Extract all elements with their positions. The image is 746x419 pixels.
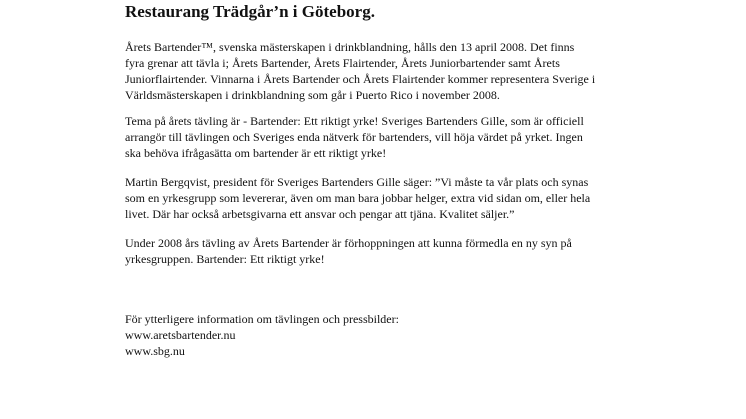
text-line: Juniorflairtender. Vinnarna i Årets Bartender och Årets Flairtender kommer representera Sverige i [125,72,596,86]
paragraph-competition-info [125,39,685,103]
text-line: livet. Där har också arbetsgivarna ett ansvar och pengar att tjäna. Kvalitet säljer.” [125,207,515,221]
contact-info [125,311,685,359]
text-line: ska behöva ifrågasätta om bartender är ett riktigt yrke! [125,146,387,160]
contact-intro: För ytterligere information om tävlingen och pressbilder: [125,312,399,326]
website-link-aretsbartender[interactable]: www.aretsbartender.nu [125,328,236,342]
paragraph-theme [125,113,685,161]
text-line: Tema på årets tävling är - Bartender: Ett riktigt yrke! Sveriges Bartenders Gille, som är officiell [125,114,584,128]
text-line: fyra grenar att tävla i; Årets Bartender, Årets Flairtender, Årets Juniorbartender samt Årets [125,56,560,70]
text-line: Under 2008 års tävling av Årets Bartender är förhoppningen att kunna förmedla en ny syn på [125,236,572,250]
text-line: Årets Bartender™, svenska mästerskapen i drinkblandning, hålls den 13 april 2008. Det finns [125,40,575,54]
text-line: arrangör till tävlingen och Sveriges enda nätverk för bartenders, vill höja värdet på yrket. Ingen [125,130,583,144]
page-title: Restaurang Trädgår’n i Göteborg. [125,2,375,21]
text-line: yrkesgruppen. Bartender: Ett riktigt yrke! [125,252,325,266]
paragraph-quote [125,174,685,222]
text-line: Världsmästerskapen i drinkblandning som går i Puerto Rico i november 2008. [125,88,500,102]
paragraph-outlook [125,235,685,267]
text-line: Martin Bergqvist, president för Sveriges Bartenders Gille säger: ”Vi måste ta vår plats och synas [125,175,589,189]
text-line: som en yrkesgrupp som levererar, även om man bara jobbar helger, extra vid sidan om, eller hela [125,191,591,205]
website-link-sbg[interactable]: www.sbg.nu [125,344,185,358]
